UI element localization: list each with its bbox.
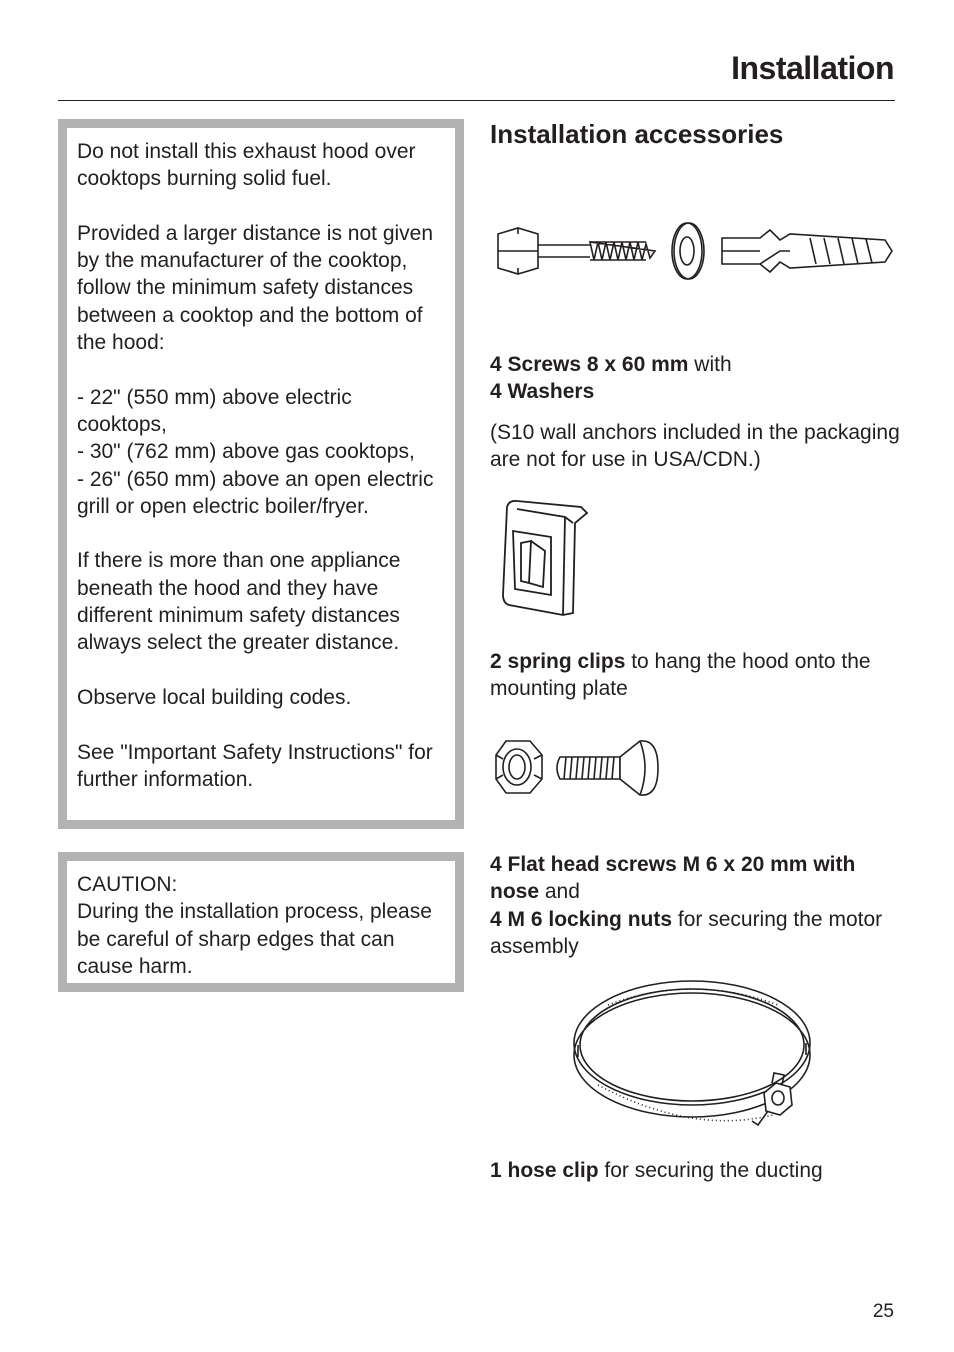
page-title: Installation — [731, 50, 894, 86]
accessory-screws — [490, 351, 900, 406]
warning-paragraph: Provided a larger distance is not given by the manufacturer of the cooktop, follow the minimum safety distances between a cooktop and the bottom of the hood: — [77, 221, 434, 355]
accessories-heading: Installation accessories — [490, 119, 784, 149]
caution-box — [58, 852, 464, 992]
hose-clip-illustration — [568, 975, 818, 1145]
accessory-flat-head-screws-bold: 4 Flat head screws M 6 x 20 mm with nose — [490, 853, 856, 904]
spring-clip-illustration — [495, 495, 595, 620]
accessory-locking-nuts-rest: for securing the motor assembly — [490, 907, 883, 958]
warning-paragraph: Do not install this exhaust hood over cooktops burning solid fuel. — [77, 140, 416, 191]
wall-anchor-note: (S10 wall anchors included in the packaging are not for use in USA/CDN.) — [490, 421, 900, 472]
accessory-spring-clips — [490, 648, 900, 703]
safety-warning-box — [58, 119, 464, 829]
header-rule — [58, 100, 895, 101]
distance-item: - 22" (550 mm) above electric cooktops, — [77, 385, 352, 436]
warning-paragraph: Observe local building codes. — [77, 685, 352, 709]
warning-paragraph: If there is more than one appliance beneath the hood and they have different minimum safety distances always select the greater distance. — [77, 549, 401, 655]
nut-and-screw-illustration — [490, 735, 665, 805]
accessory-spring-clips-rest: to hang the hood onto the mounting plate — [490, 650, 871, 701]
accessory-screws-rest: with — [688, 353, 732, 376]
accessory-washers-bold: 4 Washers — [490, 380, 595, 404]
distance-item: - 30" (762 mm) above gas cooktops, — [77, 440, 415, 464]
accessory-flat-head-screws-rest: and — [539, 880, 580, 904]
warning-paragraph: See "Important Safety Instructions" for further information. — [77, 740, 433, 791]
accessory-hose-clip-rest: for securing the ducting — [598, 1159, 823, 1182]
accessory-hose-clip — [490, 1157, 900, 1184]
accessory-flat-head-screws — [490, 851, 900, 960]
accessory-hose-clip-bold: 1 hose clip — [490, 1159, 599, 1182]
caution-heading: CAUTION: — [77, 873, 178, 896]
caution-text: During the installation process, please be careful of sharp edges that can cause harm. — [77, 900, 432, 978]
page-number: 25 — [872, 1301, 894, 1322]
screw-washer-anchor-illustration — [490, 218, 895, 288]
distance-item: - 26" (650 mm) above an open electric grill or open electric boiler/fryer. — [77, 467, 434, 518]
accessory-screws-bold: 4 Screws 8 x 60 mm — [490, 353, 689, 376]
accessory-spring-clips-bold: 2 spring clips — [490, 650, 626, 673]
accessory-locking-nuts-bold: 4 M 6 locking nuts — [490, 907, 673, 931]
